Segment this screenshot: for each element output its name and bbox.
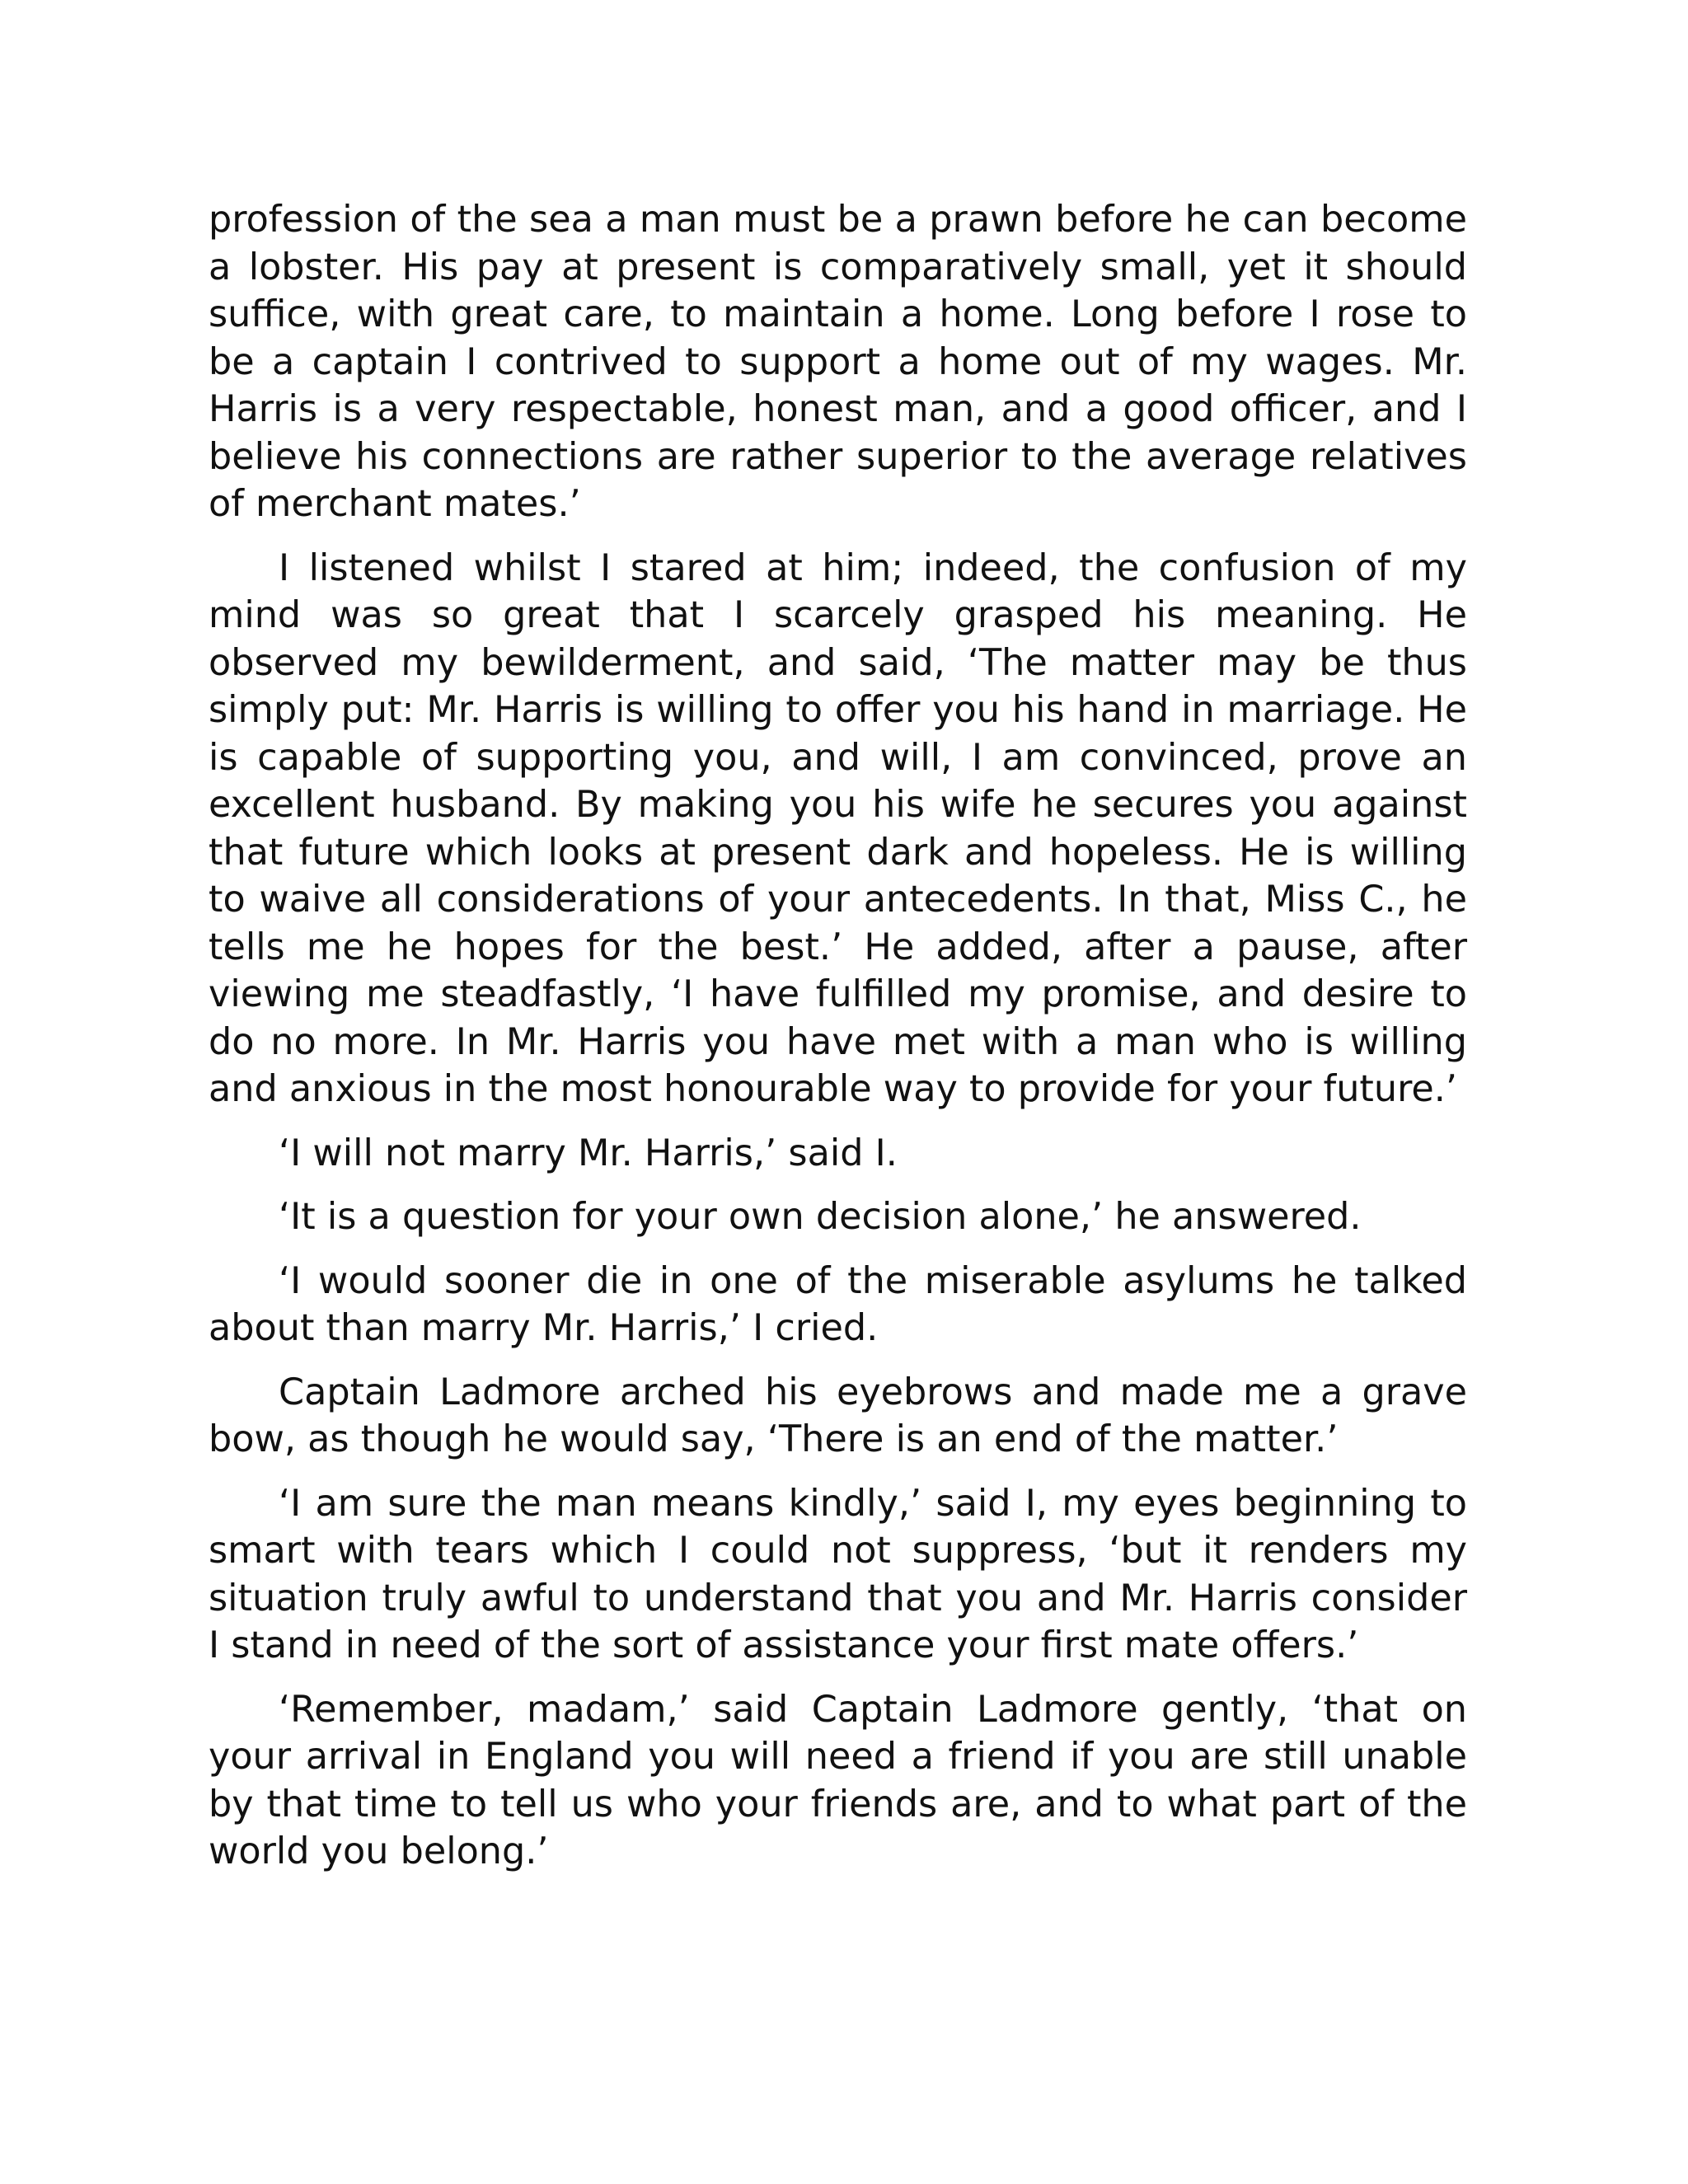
paragraph-5: ‘I would sooner die in one of the miserable asylums he talked about than marry Mr. Harris,’ I cried.: [209, 1259, 1467, 1349]
paragraph-7: ‘I am sure the man means kindly,’ said I, my eyes beginning to smart with tears which I could not suppress, ‘but it renders my situation truly awful to understand that you and Mr. Harris consider I stand in need of the sort of assistance your first mate offers.’: [209, 1482, 1467, 1666]
document-page: [209, 196, 1467, 1892]
paragraph-3: ‘I will not marry Mr. Harris,’ said I.: [279, 1132, 898, 1174]
paragraph-1: profession of the sea a man must be a prawn before he can become a lobster. His pay at present is comparatively small, yet it should suffice, with great care, to maintain a home. Long before I rose to be a captain I contrived to support a home out of my wages. Mr. Harris is a very respectable, honest man, and a good officer, and I believe his connections are rather superior to the average relatives of merchant mates.’: [209, 199, 1467, 525]
paragraph-6: Captain Ladmore arched his eyebrows and made me a grave bow, as though he would say, ‘There is an end of the matter.’: [209, 1371, 1467, 1460]
paragraph-8: ‘Remember, madam,’ said Captain Ladmore gently, ‘that on your arrival in England you will need a friend if you are still unable by that time to tell us who your friends are, and to what part of the world you belong.’: [209, 1688, 1467, 1872]
paragraph-2: I listened whilst I stared at him; indeed, the confusion of my mind was so great that I scarcely grasped his meaning. He observed my bewilderment, and said, ‘The matter may be thus simply put: Mr. Harris is willing to offer you his hand in marriage. He is capable of supporting you, and will, I am convinced, prove an excellent husband. By making you his wife he secures you against that future which looks at present dark and hopeless. He is willing to waive all considerations of your antecedents. In that, Miss C., he tells me he hopes for the best.’ He added, after a pause, after viewing me steadfastly, ‘I have fulfilled my promise, and desire to do no more. In Mr. Harris you have met with a man who is willing and anxious in the most honourable way to provide for your future.’: [209, 546, 1467, 1110]
paragraph-4: ‘It is a question for your own decision alone,’ he answered.: [279, 1196, 1362, 1238]
